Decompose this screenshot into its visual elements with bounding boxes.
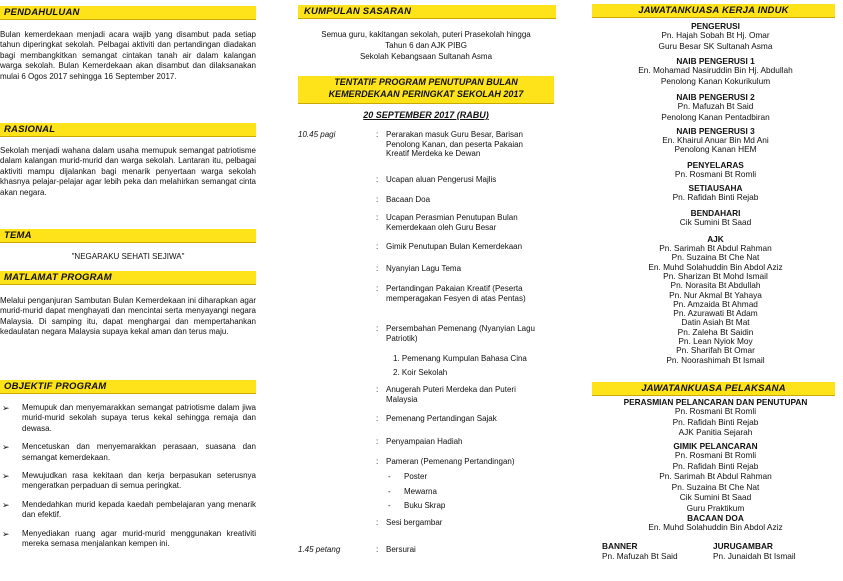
program-item (298, 545, 554, 555)
objektif-item: ➢ Mendedahkan murid kepada kaedah pembelajaran yang menarik dan efektif. (2, 499, 256, 520)
program-text: Sesi bergambar (386, 518, 443, 527)
pameran-subitem: Buku Skrap (404, 501, 446, 510)
ajk-name: Datin Asiah Bt Mat (681, 317, 750, 328)
tentatif-line2: KEMERDEKAAN PERINGKAT SEKOLAH 2017 (328, 89, 524, 99)
program-text: Bersurai (386, 545, 416, 554)
banner-name: Pn. Mafuzah Bt Said (602, 551, 678, 561)
program-item (298, 195, 554, 205)
program-colon: : (376, 264, 379, 273)
program-text: Anugerah Puteri Merdeka dan Puteri Malaysia (386, 385, 516, 404)
program-item (298, 518, 554, 528)
program-colon: : (376, 437, 379, 446)
program-item (298, 284, 554, 314)
pelaksana-header: JAWATANKUASA PELAKSANA (592, 382, 835, 396)
pameran-subitem: Poster (404, 472, 428, 481)
program-item (298, 457, 554, 467)
pendahuluan-text: Bulan kemerdekaan menjadi acara wajib yang disambut pada setiap tahun diperingkat sekolah. Pelbagai aktiviti dan pertandingan diadakan bagi membangkitkan semangat cintakan tanah air dalam kalangan warga sekolah. Bulan Kemerdekaan akan disambut dan dilaksanakan mulai 6 Ogos 2017 sehingga 16 September 2017. (0, 30, 256, 81)
program-text: Pertandingan Pakaian Kreatif (Peserta memperagakan Fesyen di atas Pentas) (386, 284, 526, 303)
naib1-name: Penolong Kanan Kokurikulum (660, 75, 771, 86)
gimik-name: Cik Sumini Bt Saad (679, 492, 752, 502)
program-item (298, 437, 554, 447)
tentatif-line1: TENTATIF PROGRAM PENUTUPAN BULAN (334, 77, 518, 87)
program-item (298, 324, 554, 344)
ajk-name: Pn. Lean Nyiok Moy (678, 336, 753, 346)
objektif-item: ➢ Mewujudkan rasa kekitaan dan kerja berpasukan seterusnya mengeratkan perpaduan di semua peringkat. (2, 471, 256, 491)
program-text: Ucapan aluan Pengerusi Majlis (386, 175, 497, 184)
right-panel (588, 0, 843, 581)
program-colon: : (376, 385, 379, 394)
rasional-text: Sekolah menjadi wahana dalam usaha memupuk semangat patriotisme dalam kalangan murid-murid dan warga sekolah. Lantaran itu, pelbagai aktiviti mampu dijalankan bagi menarik penyertaan warga sekolah khasnya pelajar-pelajar agar lebih peka dan melahirkan semangat cinta akan negara. (0, 146, 256, 197)
arrow-bullet-icon: ➢ (2, 442, 10, 453)
bacaan-role: BACAAN DOA (687, 513, 744, 523)
program-text: Penyampaian Hadiah (386, 437, 463, 446)
program-colon: : (376, 324, 379, 333)
tema-text: "NEGARAKU SEHATI SEJIWA" (71, 252, 185, 261)
perasmian-role: PERASMIAN PELANCARAN DAN PENUTUPAN (623, 397, 808, 407)
penyelaras-role: PENYELARAS (687, 160, 744, 170)
sasaran-line1: Semua guru, kakitangan sekolah, puteri Prasekolah hingga (321, 30, 531, 39)
ajk-name: Pn. Nur Akmal Bt Yahaya (669, 289, 762, 300)
program-item (298, 130, 554, 160)
program-colon: : (376, 545, 379, 554)
ajk-name: Pn. Azurawati Bt Adam (673, 308, 758, 319)
perasmian-name: Pn. Rosmani Bt Romli (674, 406, 757, 416)
arrow-bullet-icon: ➢ (2, 499, 10, 510)
program-text: Pameran (Pemenang Pertandingan) (386, 457, 515, 466)
ajk-role: AJK (707, 234, 724, 244)
program-colon: : (376, 284, 379, 293)
program-item (298, 213, 554, 233)
arrow-bullet-icon: ➢ (2, 528, 10, 539)
matlamat-header: MATLAMAT PROGRAM (0, 271, 256, 285)
naib2-role: NAIB PENGERUSI 2 (676, 92, 755, 102)
pendahuluan-header: PENDAHULUAN (0, 6, 256, 20)
naib2-name: Pn. Mafuzah Bt Said (677, 101, 754, 111)
program-colon: : (376, 195, 379, 204)
objektif-item: ➢ Menyediakan ruang agar murid-murid menggunakan kreativiti mereka semasa menjalankan kempen ini. (2, 528, 256, 549)
program-text: Persembahan Pemenang (Nyanyian Lagu Patriotik) (386, 324, 535, 343)
program-colon: : (376, 457, 379, 466)
program-text: Pemenang Pertandingan Sajak (386, 414, 497, 423)
program-item (298, 242, 554, 252)
perasmian-name: Pn. Rafidah Binti Rejab (672, 416, 759, 427)
program-colon: : (376, 518, 379, 527)
objektif-header: OBJEKTIF PROGRAM (0, 380, 256, 394)
pengerusi-role: PENGERUSI (691, 21, 740, 31)
naib3-name: En. Khairul Anuar Bin Md Ani (662, 135, 769, 145)
gimik-name: Pn. Sarimah Bt Abdul Rahman (659, 471, 772, 481)
program-date: 20 SEPTEMBER 2017 (RABU) (363, 110, 489, 120)
gimik-role: GIMIK PELANCARAN (673, 441, 758, 451)
rasional-header: RASIONAL (0, 123, 256, 137)
program-colon: : (376, 130, 379, 139)
persembahan-subitem: 1. Pemenang Kumpulan Bahasa Cina (393, 354, 527, 363)
tema-header: TEMA (0, 229, 256, 243)
objektif-item: ➢ Mencetuskan dan menyemarakkan perasaan, suasana dan semangat kemerdekaan. (2, 442, 256, 462)
objektif-item: ➢ Memupuk dan menyemarakkan semangat patriotisme dalam jiwa murid-murid sekolah supaya terus kekal sehingga remaja dan dewasa. (2, 403, 256, 433)
ajk-name: Pn. Sarimah Bt Abdul Rahman (659, 243, 772, 253)
pameran-subitem: Mewarna (404, 487, 437, 496)
naib2-name: Penolong Kanan Pentadbiran (661, 111, 770, 122)
sasaran-line2: Tahun 6 dan AJK PIBG (385, 41, 467, 50)
jurugambar-name: Pn. Junaidah Bt Ismail (713, 551, 796, 561)
perasmian-name: AJK Panitia Sejarah (678, 427, 753, 437)
penyelaras-name: Pn. Rosmani Bt Romli (674, 169, 757, 179)
arrow-bullet-icon: ➢ (2, 471, 10, 482)
ajk-name: En. Muhd Solahuddin Bin Abdol Aziz (648, 261, 783, 272)
pengerusi-name: Guru Besar SK Sultanah Asma (658, 40, 773, 51)
program-text: Ucapan Perasmian Penutupan Bulan Kemerdekaan oleh Guru Besar (386, 213, 518, 232)
program-text: Gimik Penutupan Bulan Kemerdekaan (386, 242, 523, 251)
ajk-name: Pn. Zaleha Bt Saidin (677, 326, 754, 337)
ajk-name: Pn. Amzaida Bt Ahmad (673, 298, 758, 309)
middle-panel (298, 0, 554, 581)
program-time: 1.45 petang (298, 545, 341, 554)
matlamat-text: Melalui penganjuran Sambutan Bulan Kemerdekaan ini diharapkan agar murid-murid dapat menghayati dan mencintai serta menyayangi negara Malaysia. Di samping itu, dapat menghargai dan mempertahankan kedaulatan negara Malaysia supaya kekal aman dan terus maju. (0, 296, 256, 337)
gimik-name: Guru Praktikum (686, 502, 745, 513)
program-text: Perarakan masuk Guru Besar, Barisan Penolong Kanan, dan peserta Pakaian Kreatif Merdeka ke Dewan (386, 130, 523, 159)
pengerusi-name: Pn. Hajah Sobah Bt Hj. Omar (661, 30, 770, 40)
induk-header: JAWATANKUASA KERJA INDUK (592, 4, 835, 18)
naib3-name: Penolong Kanan HEM (674, 144, 757, 154)
bendahari-name: Cik Sumini Bt Saad (679, 217, 752, 227)
dash-bullet-icon: - (388, 487, 391, 496)
banner-role: BANNER (602, 541, 638, 551)
setiausaha-role: SETIAUSAHA (688, 183, 743, 193)
naib1-name: En. Mohamad Nasiruddin Bin Hj. Abdullah (638, 65, 793, 75)
persembahan-subitem: 2. Koir Sekolah (393, 368, 448, 377)
ajk-name: Pn. Sharifah Bt Omar (676, 345, 755, 356)
program-item (298, 414, 554, 424)
gimik-name: Pn. Rosmani Bt Romli (674, 450, 757, 460)
ajk-name: Pn. Sharizan Bt Mohd Ismail (663, 270, 768, 281)
arrow-bullet-icon: ➢ (2, 403, 10, 413)
gimik-name: Pn. Suzaina Bt Che Nat (671, 481, 760, 492)
objektif-list (0, 403, 256, 557)
jurugambar-role: JURUGAMBAR (713, 541, 773, 551)
setiausaha-name: Pn. Rafidah Binti Rejab (672, 192, 759, 202)
gimik-name: Pn. Rafidah Binti Rejab (672, 460, 759, 471)
program-item (298, 385, 554, 405)
program-item (298, 264, 554, 274)
sasaran-line3: Sekolah Kebangsaan Sultanah Asma (359, 52, 493, 61)
dash-bullet-icon: - (388, 501, 391, 510)
program-item (298, 175, 554, 185)
program-colon: : (376, 213, 379, 222)
program-colon: : (376, 242, 379, 251)
ajk-name: Pn. Noorashimah Bt Ismail (666, 354, 765, 365)
tentatif-header (298, 76, 554, 104)
ajk-name: Pn. Suzaina Bt Che Nat (671, 252, 760, 263)
dash-bullet-icon: - (388, 472, 391, 481)
program-colon: : (376, 175, 379, 184)
program-text: Nyanyian Lagu Tema (386, 264, 462, 273)
program-time: 10.45 pagi (298, 130, 336, 139)
naib1-role: NAIB PENGERUSI 1 (676, 56, 755, 66)
program-colon: : (376, 414, 379, 423)
sasaran-header: KUMPULAN SASARAN (298, 5, 556, 19)
left-panel (0, 0, 270, 581)
ajk-name: Pn. Norasita Bt Abdullah (670, 280, 761, 291)
naib3-role: NAIB PENGERUSI 3 (676, 126, 755, 136)
bendahari-role: BENDAHARI (690, 208, 741, 218)
bacaan-name: En. Muhd Solahuddin Bin Abdol Aziz (648, 522, 783, 532)
program-text: Bacaan Doa (386, 195, 431, 204)
